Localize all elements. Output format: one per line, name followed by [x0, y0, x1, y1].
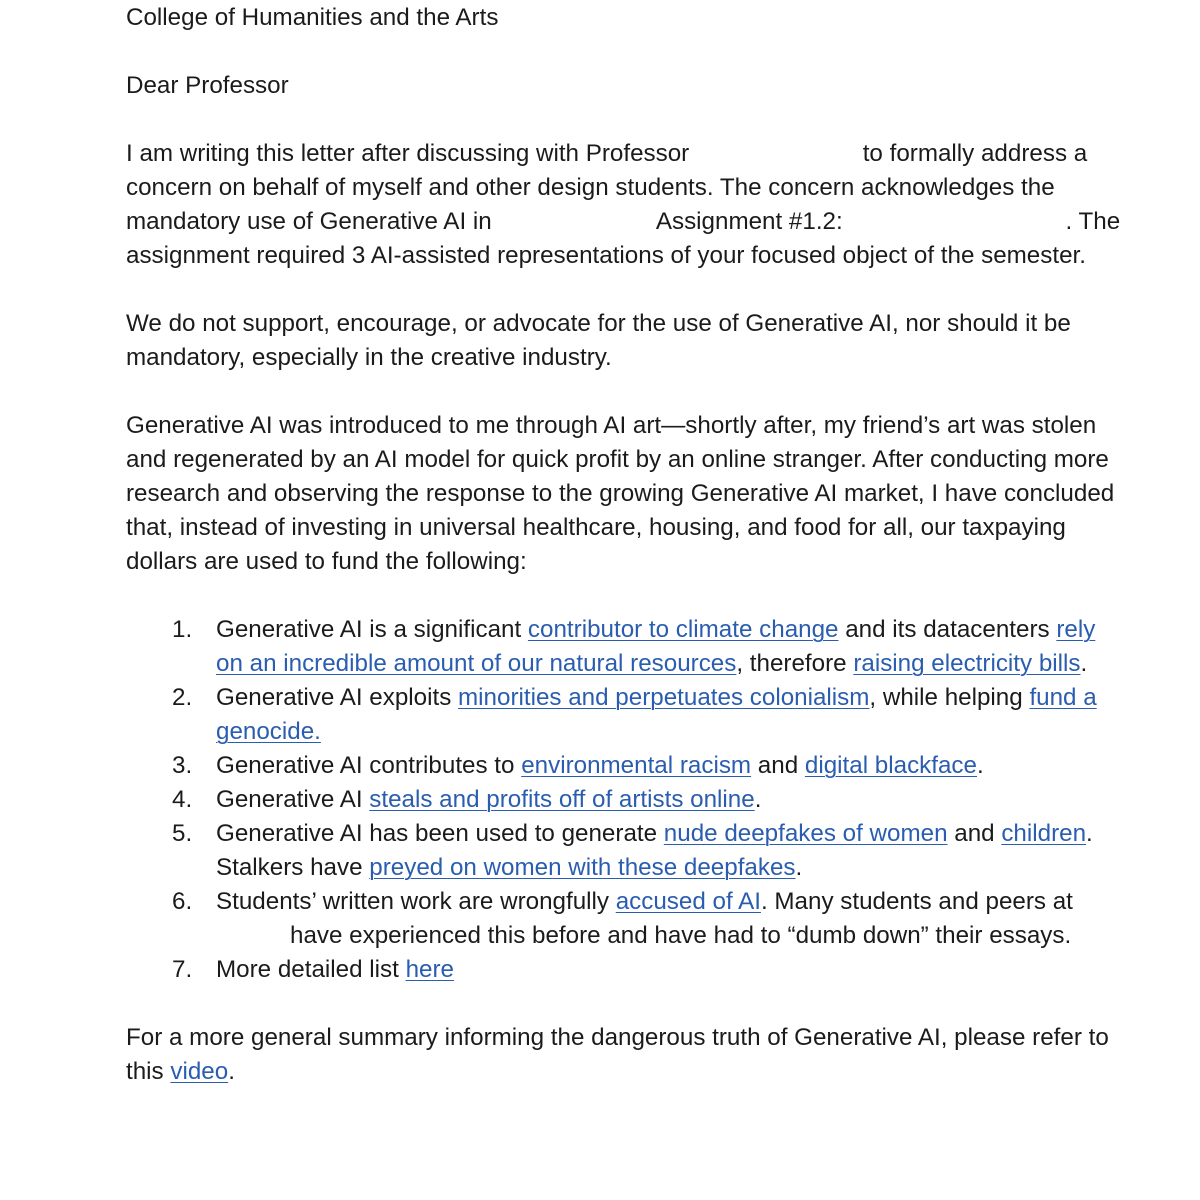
list-number: 7.: [172, 956, 193, 983]
intro-paragraph: [126, 137, 1126, 273]
item-text: have experienced this before and have had to “dumb down” their essays.: [290, 922, 1072, 949]
item-text: Generative AI contributes to: [216, 752, 522, 779]
item-text: Generative AI has been used to generate: [216, 820, 664, 847]
link-colonialism[interactable]: minorities and perpetuates colonialism: [458, 684, 870, 711]
list-item: [126, 613, 1126, 681]
intro-text-d: . The assignment required 3 AI-assisted representations of your focused object of the semester.: [126, 208, 1121, 269]
concerns-list: [126, 613, 1126, 987]
link-genocide[interactable]: fund a genocide.: [216, 684, 1097, 745]
closing-text: For a more general summary informing the dangerous truth of Generative AI, please refer to this: [126, 1024, 1109, 1085]
link-steals-artists[interactable]: steals and profits off of artists online: [369, 786, 755, 813]
list-item: [126, 783, 1126, 817]
salutation-text: Dear Professor: [126, 72, 289, 99]
link-video[interactable]: video: [170, 1058, 229, 1085]
item-text: . Stalkers have: [216, 820, 1093, 881]
list-number: 4.: [172, 786, 193, 813]
item-text: and: [947, 820, 1002, 847]
link-natural-resources[interactable]: rely on an incredible amount of our natural resources: [216, 616, 1096, 677]
item-text: , while helping: [869, 684, 1030, 711]
link-accused-of-ai[interactable]: accused of AI: [615, 888, 761, 915]
item-text: More detailed list: [216, 956, 406, 983]
item-text: Generative AI is a significant: [216, 616, 528, 643]
link-digital-blackface[interactable]: digital blackface: [804, 752, 977, 779]
item-text: and its datacenters: [838, 616, 1057, 643]
list-item: [126, 885, 1126, 953]
link-children[interactable]: children: [1001, 820, 1087, 847]
intro-text-b: to formally address a concern on behalf of myself and other design students. The concern acknowledges the mandatory use of Generative AI in: [126, 140, 1088, 235]
closing-paragraph: [126, 1021, 1126, 1089]
link-stalkers[interactable]: preyed on women with these deepfakes: [369, 854, 796, 881]
item-text: Generative AI: [216, 786, 370, 813]
item-text: .: [1080, 650, 1088, 677]
salutation: [126, 69, 1126, 103]
redacted-course-name: [498, 212, 650, 232]
list-number: 3.: [172, 752, 193, 779]
item-text: .: [976, 752, 984, 779]
link-climate-change[interactable]: contributor to climate change: [527, 616, 839, 643]
list-number: 5.: [172, 820, 193, 847]
redacted-name: [295, 76, 387, 96]
item-text: Generative AI exploits: [216, 684, 459, 711]
list-item: [126, 817, 1126, 885]
link-environmental-racism[interactable]: environmental racism: [521, 752, 752, 779]
link-deepfakes-women[interactable]: nude deepfakes of women: [663, 820, 948, 847]
list-item: [126, 953, 1126, 987]
item-text: and: [751, 752, 805, 779]
item-text: . Many students and peers at: [760, 888, 1073, 915]
list-number: 1.: [172, 616, 193, 643]
item-text: Students’ written work are wrongfully: [216, 888, 616, 915]
redacted-school-name: [216, 926, 290, 946]
item-text: , therefore: [736, 650, 854, 677]
list-number: 6.: [172, 888, 193, 915]
college-name: College of Humanities and the Arts: [126, 4, 499, 31]
story-paragraph: Generative AI was introduced to me through AI art—shortly after, my friend’s art was stolen and regenerated by an AI model for quick profit by an online stranger. After conducting more research and observing the response to the growing Generative AI market, I have concluded that, instead of investing in universal healthcare, housing, and food for all, our taxpaying dollars are used to fund the following:: [126, 412, 1115, 575]
link-electricity-bills[interactable]: raising electricity bills: [853, 650, 1081, 677]
list-number: 2.: [172, 684, 193, 711]
item-text: .: [754, 786, 762, 813]
item-text: .: [795, 854, 803, 881]
link-here[interactable]: here: [405, 956, 454, 983]
redacted-assignment-title: [849, 212, 1065, 232]
intro-text-a: I am writing this letter after discussing with Professor: [126, 140, 690, 167]
redacted-professor-name: [696, 144, 856, 164]
letter-body: [126, 1, 1126, 1089]
closing-period: .: [228, 1058, 235, 1085]
list-item: [126, 681, 1126, 749]
stance-paragraph: We do not support, encourage, or advocate for the use of Generative AI, nor should it be mandatory, especially in the creative industry.: [126, 310, 1071, 371]
intro-text-c: Assignment #1.2:: [655, 208, 843, 235]
list-item: [126, 749, 1126, 783]
